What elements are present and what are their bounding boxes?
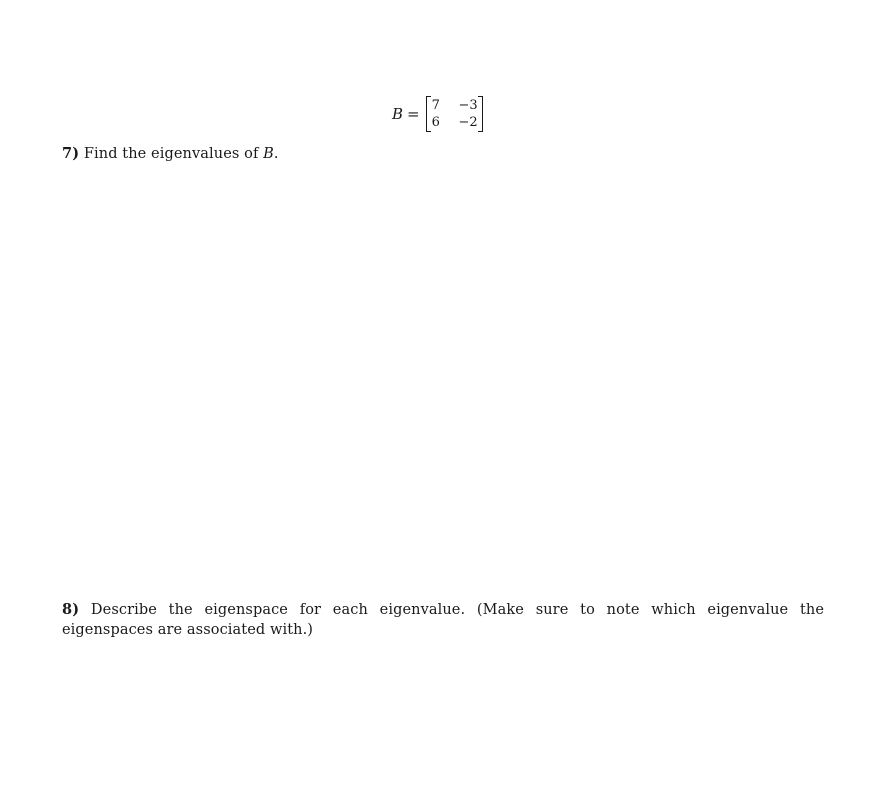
right-bracket bbox=[478, 96, 483, 132]
question-7 bbox=[62, 144, 562, 164]
question-variable: B bbox=[263, 146, 274, 162]
matrix-entries bbox=[432, 95, 478, 133]
question-text: Find the eigenvalues of bbox=[83, 146, 259, 162]
question-text: Describe the eigenspace for each eigenvalue. (Make sure to note which eigenvalue the eigenspaces are associated with.) bbox=[62, 602, 825, 638]
matrix-entry: 6 bbox=[431, 115, 440, 130]
matrix-b bbox=[426, 95, 483, 133]
matrix-entry: 7 bbox=[431, 98, 440, 113]
left-bracket bbox=[426, 96, 431, 132]
matrix-entry: −3 bbox=[458, 98, 478, 113]
question-8 bbox=[62, 600, 824, 640]
equals-sign: = bbox=[407, 105, 420, 123]
question-number: 8) bbox=[62, 601, 80, 618]
matrix-variable: B bbox=[392, 105, 404, 123]
matrix-entry: −2 bbox=[458, 115, 478, 130]
question-number: 7) bbox=[62, 145, 80, 162]
matrix-equation bbox=[392, 94, 483, 134]
question-punctuation: . bbox=[273, 146, 279, 162]
